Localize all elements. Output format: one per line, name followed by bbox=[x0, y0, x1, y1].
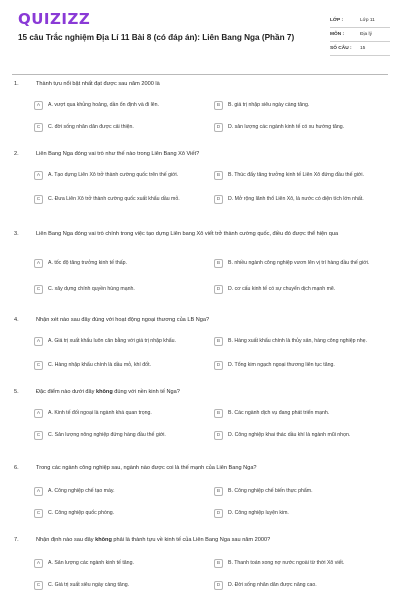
option-text: D. Công nghiệp luyện kim. bbox=[228, 509, 289, 516]
option-a[interactable] bbox=[34, 406, 214, 420]
option-letter-badge: D bbox=[214, 431, 223, 440]
option-text: C. đời sống nhân dân được cải thiện. bbox=[48, 123, 134, 130]
option-text: A. Tạo dựng Liên Xô trở thành cường quốc trên thế giới. bbox=[48, 171, 179, 178]
option-letter-badge: B bbox=[214, 559, 223, 568]
option-text: D. Đời sống nhân dân được nâng cao. bbox=[228, 581, 317, 588]
meta-label-subject: MÔN : bbox=[330, 32, 345, 37]
option-letter-badge: D bbox=[214, 509, 223, 518]
option-a[interactable] bbox=[34, 484, 214, 498]
option-a[interactable] bbox=[34, 168, 214, 182]
option-b[interactable] bbox=[214, 98, 394, 112]
question-text-bold: không bbox=[95, 537, 112, 543]
meta-label-question-count: SỐ CÂU : bbox=[330, 46, 352, 51]
question-number: 3. bbox=[14, 231, 19, 237]
option-d[interactable] bbox=[214, 428, 394, 442]
option-b[interactable] bbox=[214, 556, 394, 570]
option-letter-badge: D bbox=[214, 285, 223, 294]
option-a[interactable] bbox=[34, 256, 214, 270]
option-letter-badge: A bbox=[34, 171, 43, 180]
option-text: A. Kinh tế đối ngoại là ngành khá quan trọng. bbox=[48, 409, 152, 416]
option-text: D. Tổng kim ngạch ngoại thương liên tục tăng. bbox=[228, 361, 335, 368]
question-number: 7. bbox=[14, 537, 19, 543]
document-header bbox=[0, 0, 400, 66]
option-text: A. Sản lượng các ngành kinh tế tăng. bbox=[48, 559, 134, 566]
option-text: D. sản lượng các ngành kinh tế có xu hướng tăng. bbox=[228, 123, 345, 130]
question-text-part: Liên Bang Nga đóng vai trò chính trong việc tạo dựng Liên bang Xô viết trở thành cường quốc, điều đó được thể hiện qua bbox=[36, 231, 339, 237]
question-text bbox=[36, 80, 391, 88]
meta-label-class: LỚP : bbox=[330, 18, 344, 23]
option-letter-badge: D bbox=[214, 581, 223, 590]
option-c[interactable] bbox=[34, 192, 214, 206]
option-letter-badge: B bbox=[214, 101, 223, 110]
option-letter-badge: C bbox=[34, 123, 43, 132]
option-b[interactable] bbox=[214, 334, 394, 348]
option-letter-badge: A bbox=[34, 337, 43, 346]
option-d[interactable] bbox=[214, 578, 394, 592]
option-text: A. vượt qua khủng hoảng, dần ổn định và đi lên. bbox=[48, 101, 159, 108]
option-b[interactable] bbox=[214, 484, 394, 498]
option-letter-badge: C bbox=[34, 361, 43, 370]
question-text bbox=[36, 150, 391, 158]
meta-value-class: Lớp 11 bbox=[360, 18, 375, 23]
meta-row-subject bbox=[330, 28, 390, 42]
option-c[interactable] bbox=[34, 506, 214, 520]
option-letter-badge: B bbox=[214, 259, 223, 268]
option-text: C. Đưa Liên Xô trở thành cường quốc xuất khẩu dầu mỏ. bbox=[48, 195, 180, 202]
option-b[interactable] bbox=[214, 256, 394, 270]
option-letter-badge: A bbox=[34, 559, 43, 568]
option-letter-badge: B bbox=[214, 171, 223, 180]
quizizz-logo: QUIZIZZ bbox=[18, 10, 91, 28]
option-letter-badge: D bbox=[214, 195, 223, 204]
meta-value-question-count: 15 bbox=[360, 46, 366, 51]
question-text bbox=[36, 230, 391, 238]
option-d[interactable] bbox=[214, 120, 394, 134]
option-d[interactable] bbox=[214, 506, 394, 520]
option-letter-badge: A bbox=[34, 487, 43, 496]
option-letter-badge: B bbox=[214, 487, 223, 496]
option-letter-badge: A bbox=[34, 409, 43, 418]
question-number: 6. bbox=[14, 465, 19, 471]
question-number: 4. bbox=[14, 317, 19, 323]
option-letter-badge: C bbox=[34, 285, 43, 294]
question-text-part: Đặc điểm nào dưới đây bbox=[36, 389, 96, 395]
option-letter-badge: C bbox=[34, 431, 43, 440]
option-c[interactable] bbox=[34, 358, 214, 372]
option-text: D. cơ cấu kinh tế có sự chuyển dịch mạnh mẽ. bbox=[228, 285, 336, 292]
option-c[interactable] bbox=[34, 428, 214, 442]
option-text: C. xây dựng chính quyền hùng mạnh. bbox=[48, 285, 135, 292]
option-a[interactable] bbox=[34, 556, 214, 570]
header-divider bbox=[12, 74, 388, 75]
question-text-part: đúng với nền kinh tế Nga? bbox=[112, 389, 180, 395]
question-text-bold: không bbox=[95, 389, 113, 395]
meta-row-class bbox=[330, 14, 390, 28]
option-text: B. nhiều ngành công nghiệp vươn lên vị trí hàng đầu thế giới. bbox=[228, 259, 370, 266]
option-text: D. Mở rộng lãnh thổ Liên Xô, là nước có diện tích lớn nhất. bbox=[228, 195, 364, 202]
option-b[interactable] bbox=[214, 406, 394, 420]
question-number: 2. bbox=[14, 151, 19, 157]
question-text-part: Trong các ngành công nghiệp sau, ngành nào được coi là thế mạnh của Liên Bang Nga? bbox=[36, 465, 257, 471]
question-text-part: Thành tựu nổi bật nhất đạt được sau năm 2000 là bbox=[36, 81, 160, 87]
option-a[interactable] bbox=[34, 334, 214, 348]
option-text: B. Các ngành dịch vụ đang phát triển mạnh. bbox=[228, 409, 330, 416]
question-number: 1. bbox=[14, 81, 19, 87]
option-b[interactable] bbox=[214, 168, 394, 182]
option-text: C. Sản lượng nông nghiệp đứng hàng đầu thế giới. bbox=[48, 431, 166, 438]
option-d[interactable] bbox=[214, 358, 394, 372]
question-text bbox=[36, 388, 391, 396]
option-text: B. Thúc đẩy tăng trưởng kinh tế Liên Xô đứng đầu thế giới. bbox=[228, 171, 364, 178]
question-text bbox=[36, 464, 391, 472]
option-letter-badge: B bbox=[214, 409, 223, 418]
question-text-part: Liên Bang Nga đóng vai trò như thế nào trong Liên Bang Xô Viết? bbox=[36, 151, 200, 157]
meta-row-question-count bbox=[330, 42, 390, 56]
option-text: C. Công nghiệp quốc phòng. bbox=[48, 509, 115, 516]
option-text: A. Công nghiệp chế tạo máy. bbox=[48, 487, 115, 494]
option-c[interactable] bbox=[34, 120, 214, 134]
option-c[interactable] bbox=[34, 578, 214, 592]
option-letter-badge: D bbox=[214, 123, 223, 132]
option-text: B. giá trị nhập siêu ngày càng tăng. bbox=[228, 101, 310, 108]
option-letter-badge: B bbox=[214, 337, 223, 346]
option-text: A. tốc độ tăng trưởng kinh tế thấp. bbox=[48, 259, 127, 266]
page-title: 15 câu Trắc nghiệm Địa Lí 11 Bài 8 (có đáp án): Liên Bang Nga (Phần 7) bbox=[18, 33, 295, 42]
question-text-part: Nhận xét nào sau đây đúng với hoạt động ngoại thương của LB Nga? bbox=[36, 317, 210, 323]
question-text bbox=[36, 536, 391, 544]
option-letter-badge: D bbox=[214, 361, 223, 370]
option-d[interactable] bbox=[214, 282, 394, 296]
option-text: C. Giá trị xuất siêu ngày càng tăng. bbox=[48, 581, 130, 588]
question-text bbox=[36, 316, 391, 324]
option-letter-badge: C bbox=[34, 581, 43, 590]
option-text: B. Hàng xuất khẩu chính là thủy sản, hàng công nghiệp nhẹ. bbox=[228, 337, 368, 344]
option-text: B. Công nghiệp chế biến thực phẩm. bbox=[228, 487, 313, 494]
meta-info-table bbox=[330, 14, 390, 56]
option-letter-badge: C bbox=[34, 195, 43, 204]
option-text: D. Công nghiệp khai thác dầu khí là ngành mũi nhọn. bbox=[228, 431, 351, 438]
option-letter-badge: A bbox=[34, 259, 43, 268]
option-letter-badge: C bbox=[34, 509, 43, 518]
option-text: B. Thanh toán xong nợ nước ngoài từ thời Xô viết. bbox=[228, 559, 345, 566]
question-text-part: phải là thành tựu về kinh tế của Liên Bang Nga sau năm 2000? bbox=[111, 537, 271, 543]
option-a[interactable] bbox=[34, 98, 214, 112]
question-text-part: Nhận định nào sau đây bbox=[36, 537, 96, 543]
option-d[interactable] bbox=[214, 192, 394, 206]
option-text: C. Hàng nhập khẩu chính là dầu mỏ, khí đốt. bbox=[48, 361, 151, 368]
option-c[interactable] bbox=[34, 282, 214, 296]
option-letter-badge: A bbox=[34, 101, 43, 110]
question-number: 5. bbox=[14, 389, 19, 395]
option-text: A. Giá trị xuất khẩu luôn cân bằng với giá trị nhập khẩu. bbox=[48, 337, 176, 344]
meta-value-subject: Địa lý bbox=[360, 32, 372, 37]
